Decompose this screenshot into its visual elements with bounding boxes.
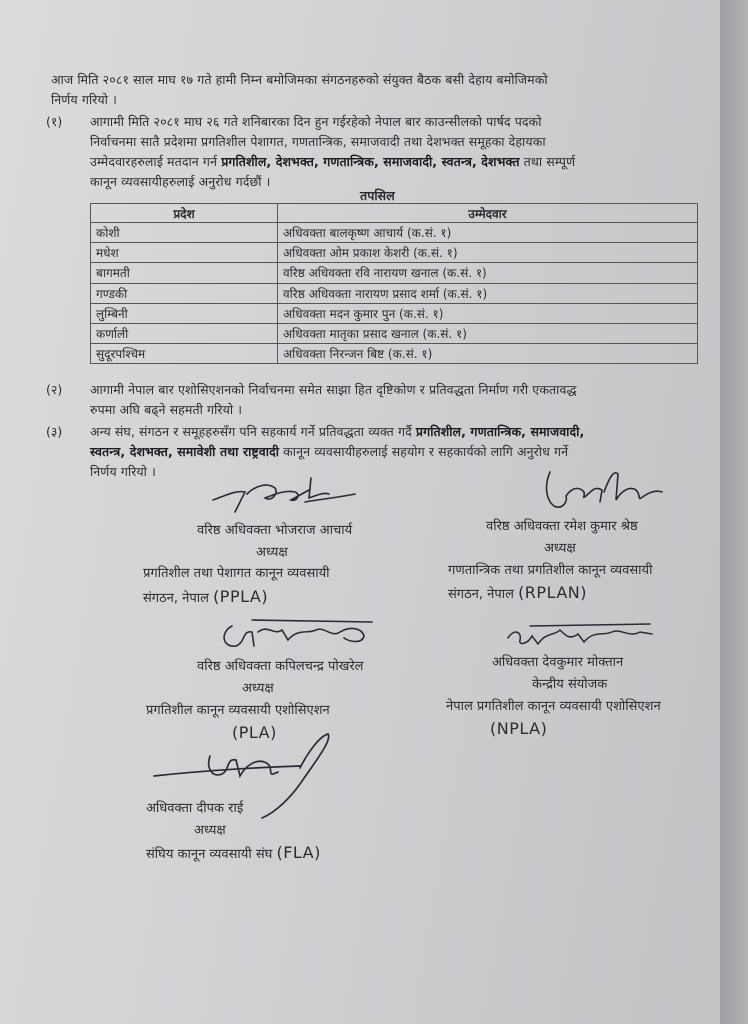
signature-4-image xyxy=(500,618,660,652)
item-2-line-2: रुपमा अघि बढ्ने सहमती गरियो । xyxy=(90,402,243,417)
signatory-2-org-line-2 xyxy=(448,582,587,605)
table-row xyxy=(91,263,698,283)
item-3-line-2 xyxy=(90,442,568,462)
candidate-cell: अधिवक्ता मदन कुमार पुन (क.सं. १) xyxy=(278,303,698,323)
item-3-line-1-start: अन्य संघ, संगठन र समूहहरुसँग पनि सहकार्य गर्ने प्रतिवद्धता व्यक्त गर्दै xyxy=(90,424,412,439)
province-cell: कोशी xyxy=(91,223,278,243)
column-header-candidate: उम्मेदवार xyxy=(278,204,698,223)
province-cell: बागमती xyxy=(91,263,278,283)
province-cell: गण्डकी xyxy=(91,283,278,303)
signatory-4-org: नेपाल प्रगतिशील कानून व्यवसायी एशोसिएशन xyxy=(446,699,661,714)
item-3-bold-groups-2: स्वतन्त्र, देशभक्त, समावेशी तथा राष्ट्रवादी xyxy=(90,444,280,459)
candidate-cell: वरिष्ठ अधिवक्ता रवि नारायण खनाल (क.सं. १) xyxy=(278,263,698,283)
item-3-line-1 xyxy=(90,422,584,442)
item-2-line-1: आगामी नेपाल बार एशोसिएशनको निर्वाचनमा समेत साझा हित दृष्टिकोण र प्रतिवद्धता निर्माण गरी एकतावद्ध xyxy=(90,382,577,397)
signatory-3-abbr: (PLA) xyxy=(232,723,277,742)
table-row xyxy=(91,344,698,364)
signatory-1-org-line-2 xyxy=(143,586,268,609)
signatory-3-name: वरिष्ठ अधिवक्ता कपिलचन्द्र पोखरेल xyxy=(197,659,364,674)
item-3-number: (३) xyxy=(46,424,63,439)
province-cell: कर्णाली xyxy=(91,323,278,343)
signatory-5-org-line xyxy=(146,842,321,865)
signatory-2-org-2: संगठन, नेपाल xyxy=(448,587,514,602)
page-edge-shadow xyxy=(720,0,748,1024)
table-row xyxy=(91,223,698,243)
candidate-cell: अधिवक्ता बालकृष्ण आचार्य (क.सं. १) xyxy=(278,223,698,243)
column-header-province: प्रदेश xyxy=(91,204,278,223)
signatory-5-name: अधिवक्ता दीपक राई xyxy=(146,801,244,816)
signature-2-image xyxy=(540,466,670,516)
signatory-4-name: अधिवक्ता देवकुमार मोक्तान xyxy=(492,655,624,670)
candidate-cell: अधिवक्ता ओम प्रकाश केशरी (क.सं. १) xyxy=(278,243,698,263)
item-3-line-2-end: कानून व्यवसायीहरुलाई सहयोग र सहकार्यको लागि अनुरोध गर्ने xyxy=(283,444,569,459)
signatory-1-name: वरिष्ठ अधिवक्ता भोजराज आचार्य xyxy=(197,523,353,538)
candidate-cell: अधिवक्ता निरन्जन बिष्ट (क.सं. १) xyxy=(278,344,698,364)
signatory-3-title: अध्यक्ष xyxy=(242,681,274,696)
item-1-line-4: कानून व्यवसायीहरुलाई अनुरोध गर्दछौं । xyxy=(90,174,271,189)
candidate-table xyxy=(90,203,698,364)
item-1-bold-groups: प्रगतिशील, देशभक्त, गणतान्त्रिक, समाजवादी, स्वतन्त्र, देशभक्त xyxy=(221,154,520,169)
item-1-line-1: आगामी मिति २०८१ माघ २६ गते शनिबारका दिन हुन गईरहेको नेपाल बार काउन्सीलको पार्षद पदको xyxy=(90,114,542,129)
signatory-4-abbr: (NPLA) xyxy=(490,719,548,738)
signatory-1-org-2: संगठन, नेपाल xyxy=(143,591,209,606)
signatory-1-title: अध्यक्ष xyxy=(256,545,288,560)
province-cell: सुदूरपश्चिम xyxy=(91,344,278,364)
signatory-5-abbr: (FLA) xyxy=(276,843,321,862)
province-cell: मधेश xyxy=(91,243,278,263)
candidate-cell: अधिवक्ता मातृका प्रसाद खनाल (क.सं. १) xyxy=(278,323,698,343)
table-row xyxy=(91,303,698,323)
table-header-row xyxy=(91,204,698,223)
item-3-line-3: निर्णय गरियो । xyxy=(90,464,156,479)
item-2-number: (२) xyxy=(46,382,63,397)
signatory-5-title: अध्यक्ष xyxy=(194,823,226,838)
table-caption: तपसिल xyxy=(360,188,395,203)
item-1-line-2: निर्वाचनमा सातै प्रदेशमा प्रगतिशील पेशागत, गणतान्त्रिक, समाजवादी तथा देशभक्त समूहका देहायका xyxy=(90,134,546,149)
signatory-2-abbr: (RPLAN) xyxy=(518,583,588,602)
signatory-5-org: संघिय कानून व्यवसायी संघ xyxy=(146,847,273,862)
signature-3-image xyxy=(212,612,382,658)
signatory-3-org: प्रगतिशील कानून व्यवसायी एशोसिएशन xyxy=(146,703,330,718)
signature-1-image xyxy=(205,472,365,520)
table-row xyxy=(91,243,698,263)
table-row xyxy=(91,323,698,343)
candidate-cell: वरिष्ठ अधिवक्ता नारायण प्रसाद शर्मा (क.सं. १) xyxy=(278,283,698,303)
province-cell: लुम्बिनी xyxy=(91,303,278,323)
item-1-line-3 xyxy=(90,152,575,172)
item-1-line-3-end: तथा सम्पूर्ण xyxy=(523,154,576,169)
signatory-1-org: प्रगतिशील तथा पेशागत कानून व्यवसायी xyxy=(143,566,330,581)
item-1-line-3-start: उम्मेदवारहरुलाई मतदान गर्न xyxy=(90,154,218,169)
signatory-2-name: वरिष्ठ अधिवक्ता रमेश कुमार श्रेष्ठ xyxy=(486,519,638,534)
intro-line-2: निर्णय गरियो । xyxy=(51,92,117,107)
signatory-2-org: गणतान्त्रिक तथा प्रगतिशील कानून व्यवसायी xyxy=(448,563,653,578)
item-3-bold-groups-1: प्रगतिशील, गणतान्त्रिक, समाजवादी, xyxy=(415,424,585,439)
signatory-1-abbr: (PPLA) xyxy=(213,587,269,606)
signatory-4-title: केन्द्रीय संयोजक xyxy=(532,677,608,692)
intro-line-1: आज मिति २०८१ साल माघ १७ गते हामी निम्न बमोजिमका संगठनहरुको संयुक्त बैठक बसी देहाय बमोजिमको xyxy=(51,72,548,87)
item-1-number: (१) xyxy=(46,114,63,129)
table-row xyxy=(91,283,698,303)
signatory-2-title: अध्यक्ष xyxy=(544,541,576,556)
